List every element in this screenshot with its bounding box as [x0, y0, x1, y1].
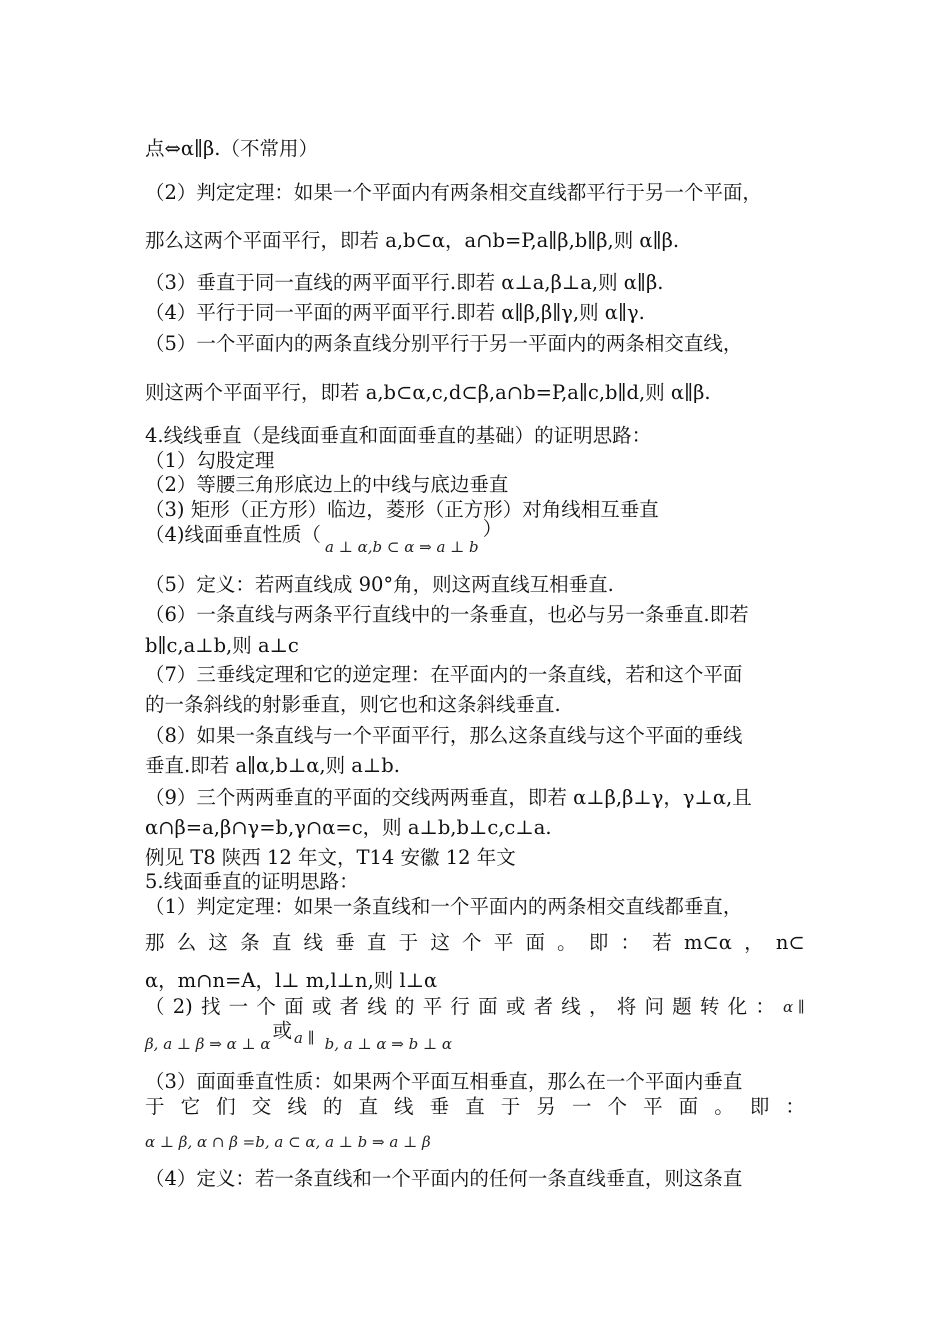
char: 若	[652, 931, 672, 954]
char: 直	[465, 1095, 485, 1118]
char: 于	[500, 1095, 521, 1118]
char: 转	[699, 995, 720, 1018]
text-line	[145, 517, 503, 556]
char: 直	[358, 1095, 378, 1118]
text-line: 垂直.即若 a∥α,b⊥α,则 a⊥b.	[145, 754, 400, 777]
char: ：	[785, 1095, 805, 1118]
text-line: （8）如果一条直线与一个平面平行，那么这条直线与这个平面的垂线	[145, 724, 743, 747]
char: ：	[755, 995, 775, 1018]
text-fragment: （4)线面垂直性质（	[145, 523, 322, 546]
char: （	[145, 995, 165, 1018]
char: 那	[145, 931, 165, 954]
text-line: （4）平行于同一平面的两平面平行.即若 α∥β,β∥γ,则 α∥γ.	[145, 301, 645, 324]
char: 或	[311, 995, 332, 1018]
char: 这	[208, 931, 228, 954]
char: 找	[200, 995, 221, 1018]
char: 个	[462, 931, 482, 954]
char: 问	[644, 995, 664, 1018]
text-line: 则这两个平面平行，即若 a,b⊂α,c,d⊂β,a∩b=P,a∥c,b∥d,则 α∥β.	[145, 381, 711, 404]
char: 平	[422, 995, 443, 1018]
char: 线	[367, 995, 387, 1018]
char: 者	[533, 995, 554, 1018]
formula-line	[145, 1019, 452, 1053]
text-line: b∥c,a⊥b,则 a⊥c	[145, 634, 299, 657]
char: 将	[616, 995, 637, 1018]
char: 即	[588, 931, 609, 954]
formula: α ∥	[783, 998, 805, 1016]
char: 这	[430, 931, 450, 954]
char: m⊂α	[683, 931, 732, 954]
char: 者	[339, 995, 360, 1018]
char: 垂	[429, 1095, 450, 1118]
char: 化	[727, 995, 748, 1018]
text-line: α，m∩n=A，l⊥ m,l⊥n,则 l⊥α	[145, 969, 438, 992]
section-heading: 4.线线垂直（是线面垂直和面面垂直的基础）的证明思路：	[145, 424, 652, 447]
char: 么	[176, 931, 197, 954]
text-line: 那么这两个平面平行，即若 a,b⊂α，a∩b=P,a∥β,b∥β,则 α∥β.	[145, 229, 680, 252]
text-line: （7）三垂线定理和它的逆定理：在平面内的一条直线，若和这个平面	[145, 663, 743, 686]
char: 一	[571, 1095, 592, 1118]
spaced-text-line	[145, 930, 805, 956]
char: 即	[749, 1095, 770, 1118]
formula-line	[145, 1128, 431, 1155]
char: 的	[394, 995, 415, 1018]
formula: α ⊥ β, α ∩ β =b, a ⊂ α, a ⊥ b ⇒ a ⊥ β	[145, 1133, 431, 1151]
char: 平	[493, 931, 514, 954]
formula: a ∥	[294, 1029, 315, 1047]
char: 。	[557, 931, 577, 954]
text-line: （2）判定定理：如果一个平面内有两条相交直线都平行于另一个平面，	[145, 181, 762, 204]
text-line: （2）等腰三角形底边上的中线与底边垂直	[145, 473, 509, 496]
char: 面	[478, 995, 498, 1018]
text-line: 的一条斜线的射影垂直，则它也和这条斜线垂直.	[145, 693, 561, 716]
char: 面	[525, 931, 545, 954]
char: 一	[228, 995, 249, 1018]
text-line: 点⇔α∥β.（不常用）	[145, 137, 318, 160]
text-line: （1）判定定理：如果一条直线和一个平面内的两条相交直线都垂直，	[145, 895, 743, 918]
text-line: （9）三个两两垂直的平面的交线两两垂直，即若 α⊥β,β⊥γ，γ⊥α,且	[145, 786, 752, 809]
text-line: 例见 T8 陕西 12 年文，T14 安徽 12 年文	[145, 846, 516, 869]
text-line: （3) 矩形（正方形）临边，菱形（正方形）对角线相互垂直	[145, 498, 659, 521]
char: 于	[145, 1095, 165, 1118]
text-line: （6）一条直线与两条平行直线中的一条垂直，也必与另一条垂直.即若	[145, 603, 749, 626]
char: 于	[398, 931, 419, 954]
char: 交	[251, 1095, 272, 1118]
char: 。	[714, 1095, 734, 1118]
char: 线	[287, 1095, 307, 1118]
char: 平	[643, 1095, 663, 1118]
formula: a ⊥ α,b ⊂ α ⇒ a ⊥ b	[325, 538, 479, 556]
char: 另	[536, 1095, 556, 1118]
char: ：	[620, 931, 641, 954]
char: 条	[240, 931, 260, 954]
text-line: （1）勾股定理	[145, 449, 275, 472]
spaced-text-line	[145, 1094, 805, 1120]
text-line: （4）定义：若一条直线和一个平面内的任何一条直线垂直，则这条直	[145, 1167, 743, 1190]
text-line: （3）面面垂直性质：如果两个平面互相垂直，那么在一个平面内垂直	[145, 1070, 743, 1093]
text-line: （3）垂直于同一直线的两平面平行.即若 α⊥a,β⊥a,则 α∥β.	[145, 271, 664, 294]
char: 线	[303, 931, 324, 954]
char: 线	[561, 995, 581, 1018]
char: 直	[271, 931, 292, 954]
text-fragment: 或	[272, 1019, 292, 1042]
char: 面	[284, 995, 304, 1018]
char: 行	[450, 995, 470, 1018]
char: ，	[589, 995, 609, 1018]
section-heading: 5.线面垂直的证明思路：	[145, 870, 359, 893]
char: 个	[607, 1095, 628, 1118]
char: ，	[744, 931, 764, 954]
text-line: （5）定义：若两直线成 90°角，则这两直线互相垂直.	[145, 573, 614, 596]
char: n⊂	[775, 931, 805, 954]
char: 或	[505, 995, 526, 1018]
text-line: α∩β=a,β∩γ=b,γ∩α=c，则 a⊥b,b⊥c,c⊥a.	[145, 816, 552, 839]
formula: β, a ⊥ β ⇒ α ⊥ α	[145, 1035, 271, 1053]
char: 们	[216, 1095, 236, 1118]
char: 面	[678, 1095, 699, 1118]
char: 的	[322, 1095, 343, 1118]
formula: b, a ⊥ α ⇒ b ⊥ α	[324, 1035, 452, 1053]
char: 它	[180, 1095, 201, 1118]
char: 线	[394, 1095, 414, 1118]
char: 直	[366, 931, 387, 954]
char: 垂	[335, 931, 355, 954]
char: 个	[256, 995, 276, 1018]
text-fragment: ）	[482, 517, 503, 540]
char: 题	[672, 995, 692, 1018]
spaced-text-line	[145, 994, 805, 1020]
text-line: （5）一个平面内的两条直线分别平行于另一平面内的两条相交直线，	[145, 332, 743, 355]
char: 2)	[172, 995, 193, 1018]
